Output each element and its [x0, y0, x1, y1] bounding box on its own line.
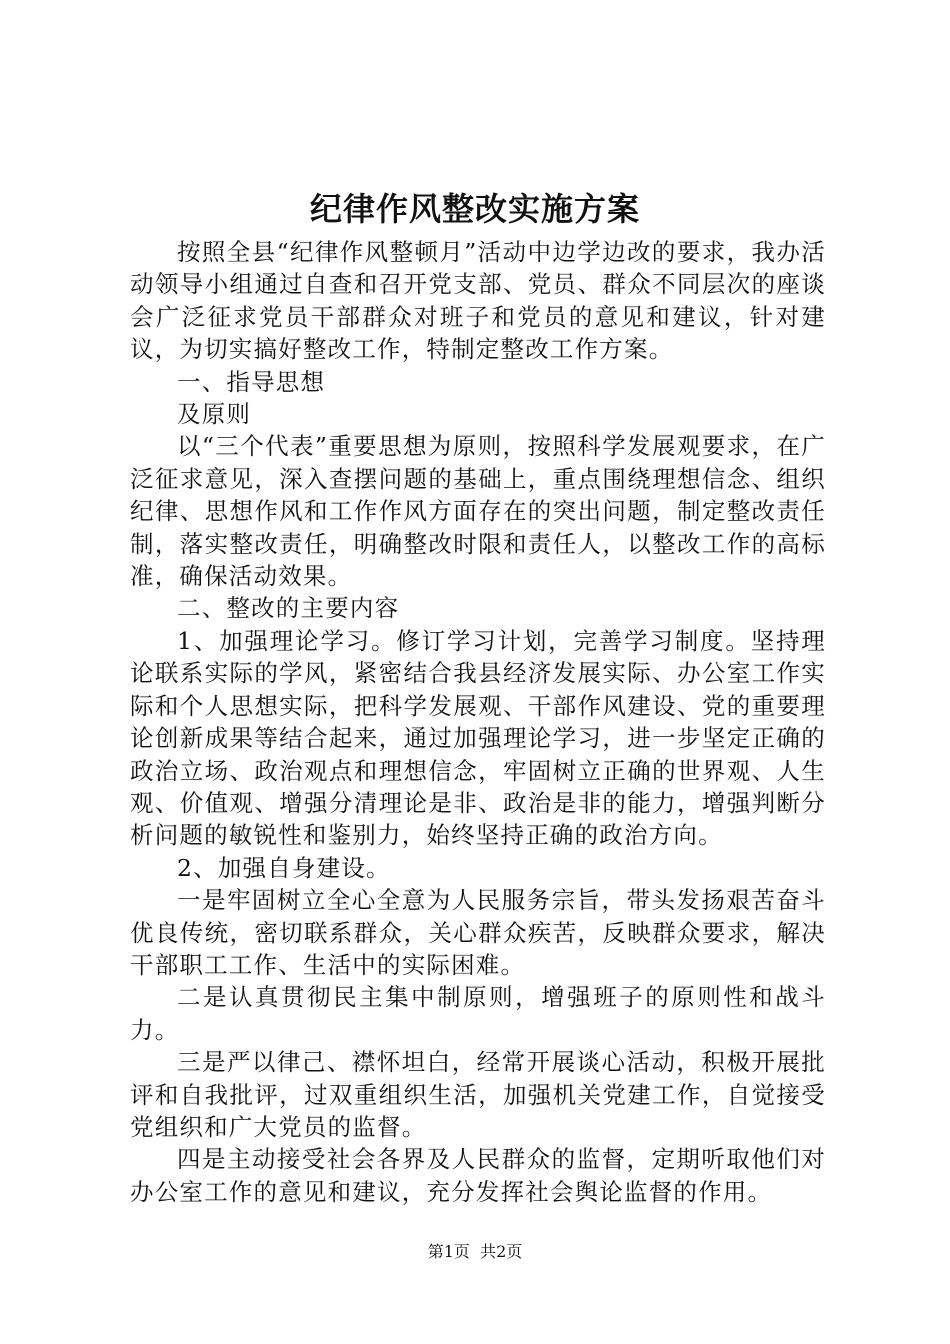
paragraph-self-building: 2、加强自身建设。 [177, 853, 391, 882]
paragraph-item-one: 一是牢固树立全心全意为人民服务宗旨，带头发扬艰苦奋斗优良传统，密切联系群众，关心群众疾苦，反映群众要求，解决干部职工工作、生活中的实际困难。 [130, 886, 826, 979]
paragraph-intro: 按照全县“纪律作风整顿月”活动中边学边改的要求，我办活动领导小组通过自查和召开党支部、党员、群众不同层次的座谈会广泛征求党员干部群众对班子和党员的意见和建议，针对建议，为切实搞好整改工作，特制定整改工作方案。 [130, 238, 826, 364]
paragraph-theory-study: 1、加强理论学习。修订学习计划，完善学习制度。坚持理论联系实际的学风，紧密结合我县经济发展实际、办公室工作实际和个人思想实际，把科学发展观、干部作风建设、党的重要理论创新成果等结合起来，通过加强理论学习，进一步坚定正确的政治立场、政治观点和理想信念，牢固树立正确的世界观、人生观、价值观、增强分清理论是非、政治是非的能力，增强判断分析问题的敏锐性和鉴别力，始终坚持正确的政治方向。 [130, 626, 826, 850]
section-heading-principles: 及原则 [177, 400, 252, 429]
document-title: 纪律作风整改实施方案 [309, 190, 640, 228]
paragraph-item-two: 二是认真贯彻民主集中制原则，增强班子的原则性和战斗力。 [130, 983, 826, 1044]
paragraph-principles: 以“三个代表”重要思想为原则，按照科学发展观要求，在广泛征求意见，深入查摆问题的基础上，重点围绕理想信念、组织纪律、思想作风和工作作风方面存在的突出问题，制定整改责任制，落实整改责任，明确整改时限和责任人，以整改工作的高标准，确保活动效果。 [130, 432, 826, 591]
paragraph-item-four: 四是主动接受社会各界及人民群众的监督，定期听取他们对办公室工作的意见和建议，充分发挥社会舆论监督的作用。 [130, 1145, 826, 1206]
page-footer [0, 1240, 950, 1264]
section-heading-guiding-thought: 一、指导思想 [177, 367, 326, 396]
page-number: 第1页 共2页 [427, 1242, 523, 1261]
section-heading-main-content: 二、整改的主要内容 [177, 594, 400, 623]
paragraph-item-three: 三是严以律己、襟怀坦白，经常开展谈心活动，积极开展批评和自我批评，过双重组织生活，加强机关党建工作，自觉接受党组织和广大党员的监督。 [130, 1048, 826, 1141]
document-body [130, 236, 826, 1208]
